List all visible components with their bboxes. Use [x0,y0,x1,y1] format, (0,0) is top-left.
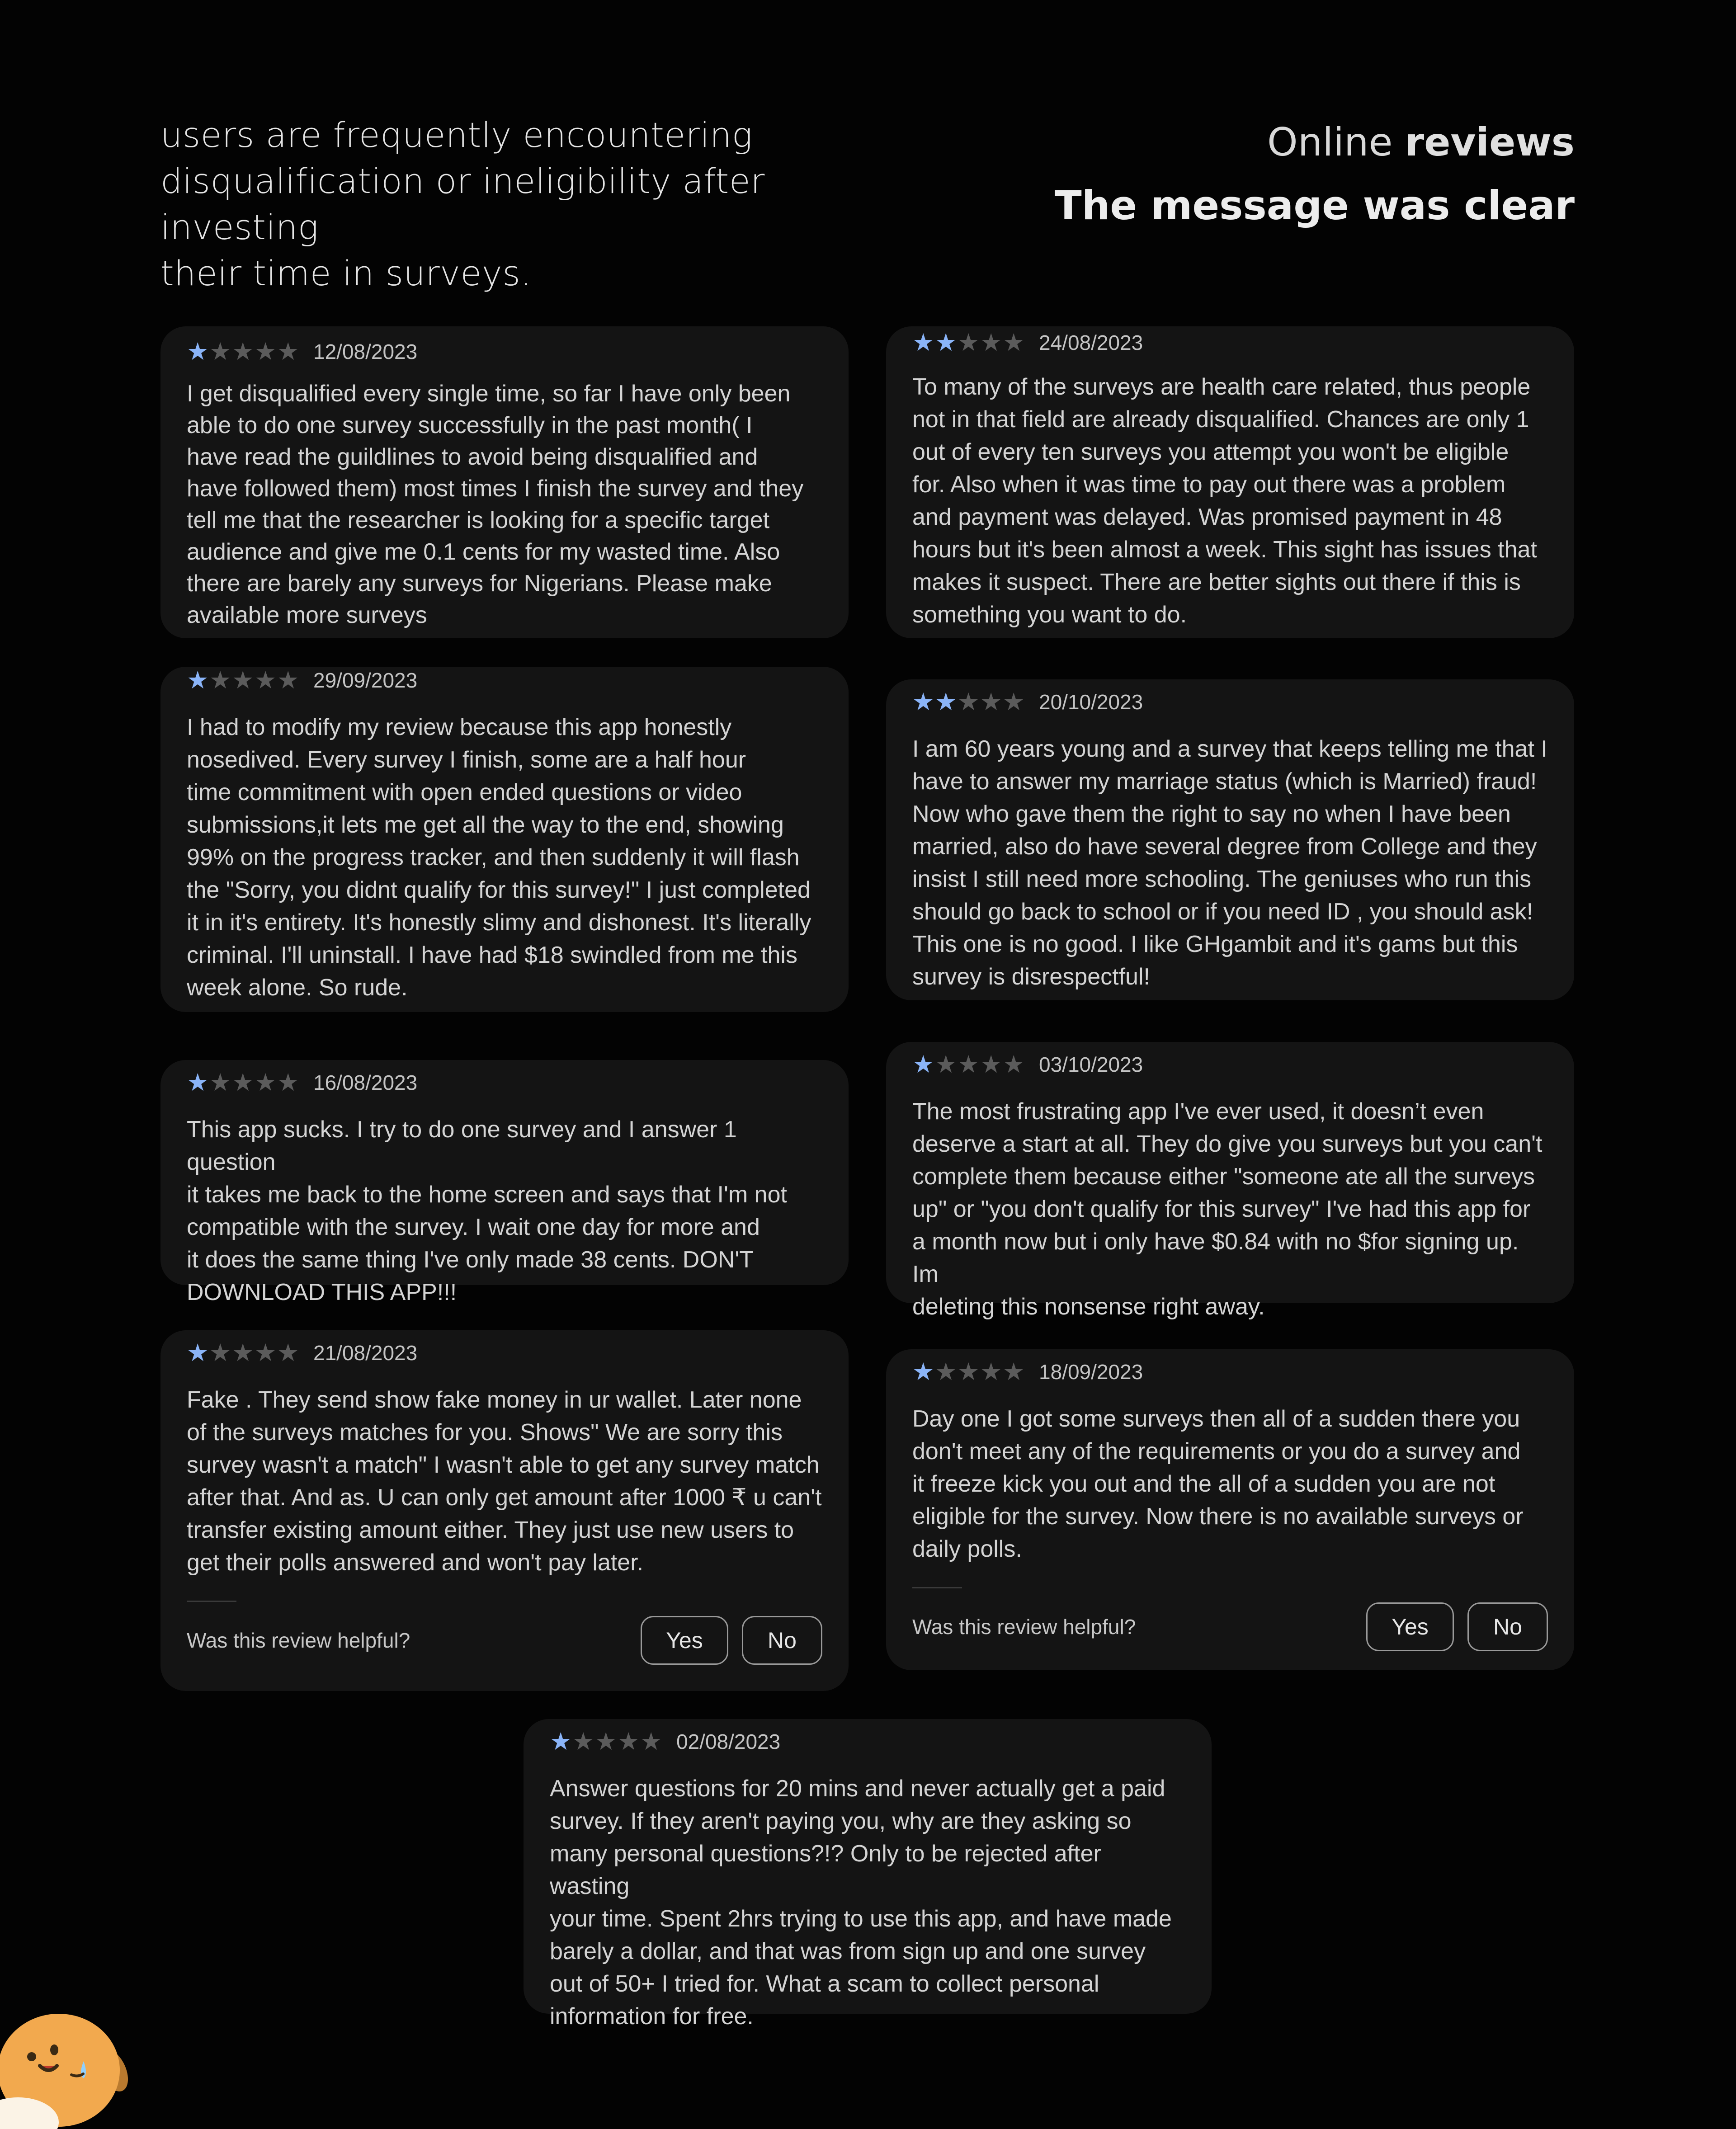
review-header [187,338,822,365]
star-empty-icon: ★ [255,667,277,694]
star-rating [187,1069,300,1096]
review-card [160,326,849,638]
star-empty-icon: ★ [255,338,277,365]
review-header [912,329,1548,356]
review-header [187,1339,822,1366]
helpful-row [187,1616,822,1665]
review-date: 21/08/2023 [313,1341,418,1365]
no-button[interactable]: No [1467,1602,1548,1651]
review-header [912,1051,1548,1078]
star-empty-icon: ★ [1003,688,1025,716]
star-empty-icon: ★ [595,1728,617,1755]
star-rating [187,338,300,365]
star-empty-icon: ★ [232,338,254,365]
review-header [187,667,822,694]
review-text: I had to modify my review because this app honestly nosedived. Every survey I finish, some are a half hour time commitment with open ended questions or video submissions,it lets me get all the way to the end, showing 99% on the progress tracker, and then suddenly it will flash the "Sorry, you didnt qualify for this survey!" I just completed it in it's entirety. It's honestly slimy and dishonest. It's literally criminal. I'll uninstall. I have had $18 swindled from me this week alone. So rude. [187,714,811,1001]
star-empty-icon: ★ [935,1358,957,1385]
intro-text [160,112,866,297]
star-filled-icon: ★ [187,1069,209,1096]
divider [912,1587,962,1588]
intro-line-2: disqualification or ineligibility after investing [160,161,765,247]
review-card [160,667,849,1012]
star-empty-icon: ★ [255,1069,277,1096]
review-date: 12/08/2023 [313,340,418,363]
crying-dog-mascot-icon [0,1993,136,2129]
review-date: 03/10/2023 [1039,1053,1143,1076]
star-empty-icon: ★ [980,1051,1002,1078]
star-empty-icon: ★ [209,1069,231,1096]
online-word: Online [1267,120,1405,165]
star-empty-icon: ★ [958,688,980,716]
star-empty-icon: ★ [980,1358,1002,1385]
intro-line-1: users are frequently encountering [160,115,753,155]
review-date: 18/09/2023 [1039,1360,1143,1384]
review-card [524,1719,1212,2030]
yes-button[interactable]: Yes [641,1616,728,1665]
review-card [886,1042,1574,1320]
review-text: I get disqualified every single time, so far I have only been able to do one survey successfully in the past month( I have read the guildlines to avoid being disqualified and have followed them) most times I finish the survey and they tell me that the researcher is looking for a specific target audience and give me 0.1 cents for my wasted time. Also there are barely any surveys for Nigerians. Please make available more surveys [187,381,804,628]
star-rating [187,667,300,694]
helpful-question: Was this review helpful? [912,1615,1136,1639]
star-empty-icon: ★ [277,1339,299,1366]
star-rating [550,1728,663,1755]
star-empty-icon: ★ [935,1051,957,1078]
star-empty-icon: ★ [209,1339,231,1366]
star-rating [912,1358,1025,1385]
intro-line-3: their time in surveys. [160,253,532,293]
star-rating [187,1339,300,1366]
star-empty-icon: ★ [958,329,980,356]
review-date: 29/09/2023 [313,669,418,692]
helpful-row [912,1602,1548,1652]
review-text: The most frustrating app I've ever used, it doesn’t even deserve a start at all. They do give you surveys but you can't complete them because either "someone ate all the surveys up" or "you don't qualify for this survey" I've had this app for a month now but i only have $0.84 with no $for signing up. Im deleting this nonsense right away. [912,1098,1543,1320]
review-text: I am 60 years young and a survey that keeps telling me that I have to answer my marriage status (which is Married) fraud! Now who gave them the right to say no when I have been married, also do have several degree from College and they insist I still need more schooling. The geniuses who run this should go back to school or if you need ID , you should ask! This one is no good. I like GHgambit and it's gams but this survey is disrespectful! [912,736,1547,990]
star-rating [912,1051,1025,1078]
star-filled-icon: ★ [550,1728,572,1755]
star-empty-icon: ★ [958,1358,980,1385]
star-filled-icon: ★ [187,667,209,694]
review-header [187,1069,822,1096]
star-filled-icon: ★ [935,688,957,716]
review-header [912,1358,1548,1385]
star-empty-icon: ★ [1003,1358,1025,1385]
star-filled-icon: ★ [912,1358,934,1385]
review-date: 16/08/2023 [313,1071,418,1094]
helpful-question: Was this review helpful? [187,1629,410,1652]
review-card [886,1349,1574,1670]
review-header [550,1728,1185,1755]
star-empty-icon: ★ [980,329,1002,356]
star-empty-icon: ★ [277,1069,299,1096]
star-rating [912,688,1025,716]
review-card [886,679,1574,1000]
review-text: Fake . They send show fake money in ur wallet. Later none of the surveys matches for you. Shows" We are sorry this survey wasn't a match" I wasn't able to get any survey match after that. And as. U can only get amount after 1000 ₹ u can't transfer existing amount either. They just use new users to get their polls answered and won't pay later. [187,1387,822,1576]
star-filled-icon: ★ [912,1051,934,1078]
review-text: This app sucks. I try to do one survey and I answer 1 question it takes me back to the home screen and says that I'm not compatible with the survey. I wait one day for more and it does the same thing I've only made 38 cents. DON'T DOWNLOAD THIS APP!!! [187,1116,787,1305]
heading-block [1055,113,1575,240]
star-empty-icon: ★ [572,1728,594,1755]
review-date: 20/10/2023 [1039,690,1143,714]
star-filled-icon: ★ [912,688,934,716]
star-filled-icon: ★ [912,329,934,356]
review-text: Answer questions for 20 mins and never actually get a paid survey. If they aren't paying you, why are they asking so many personal questions?!? Only to be rejected after wasting your time. Spent 2hrs trying to use this app, and have made barely a dollar, and that was from sign up and one survey out of 50+ I tried for. What a scam to collect personal information for free. [550,1776,1172,2030]
review-date: 24/08/2023 [1039,331,1143,354]
reviews-word: reviews [1405,120,1575,165]
star-empty-icon: ★ [277,338,299,365]
yes-button[interactable]: Yes [1366,1602,1454,1651]
review-date: 02/08/2023 [676,1730,781,1753]
star-empty-icon: ★ [1003,329,1025,356]
no-button[interactable]: No [742,1616,822,1665]
review-text: Day one I got some surveys then all of a sudden there you don't meet any of the requirements or you do a survey and it freeze kick you out and the all of a sudden you are not eligible for the survey. Now there is no available surveys or daily polls. [912,1406,1524,1562]
star-empty-icon: ★ [980,688,1002,716]
star-filled-icon: ★ [935,329,957,356]
online-reviews-title [1055,113,1575,172]
review-card [160,1060,849,1305]
review-card [886,326,1574,638]
divider [187,1601,236,1602]
review-header [912,688,1548,716]
star-empty-icon: ★ [618,1728,640,1755]
star-empty-icon: ★ [232,667,254,694]
star-rating [912,329,1025,356]
star-empty-icon: ★ [1003,1051,1025,1078]
star-empty-icon: ★ [255,1339,277,1366]
star-empty-icon: ★ [277,667,299,694]
star-empty-icon: ★ [232,1069,254,1096]
message-subtitle: The message was clear [1054,182,1575,229]
star-empty-icon: ★ [209,338,231,365]
star-filled-icon: ★ [187,338,209,365]
star-empty-icon: ★ [958,1051,980,1078]
star-empty-icon: ★ [640,1728,662,1755]
review-card [160,1330,849,1691]
review-text: To many of the surveys are health care related, thus people not in that field are already disqualified. Chances are only 1 out of every ten surveys you attempt you won't be eligible for. Also when it was time to pay out there was a problem and payment was delayed. Was promised payment in 48 hours but it's been almost a week. This sight has issues that makes it suspect. There are better sights out there if this is something you want to do. [912,374,1537,628]
star-empty-icon: ★ [209,667,231,694]
star-filled-icon: ★ [187,1339,209,1366]
star-empty-icon: ★ [232,1339,254,1366]
